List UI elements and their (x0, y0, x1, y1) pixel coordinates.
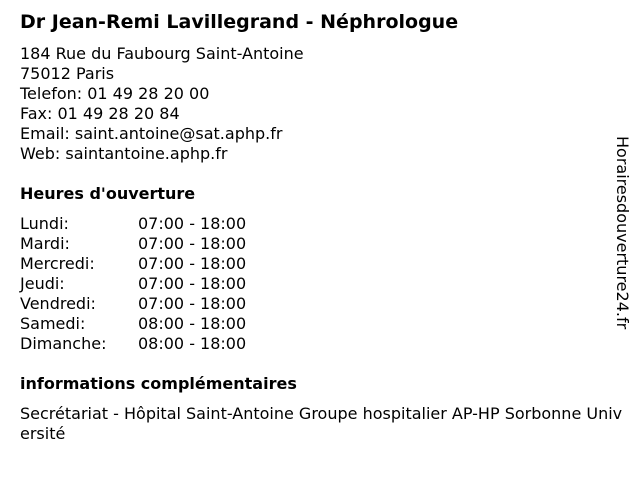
hours-time: 07:00 - 18:00 (138, 234, 247, 253)
email-address: Email: saint.antoine@sat.aphp.fr (20, 124, 283, 143)
city-address: 75012 Paris (20, 64, 115, 83)
hours-time: 07:00 - 18:00 (138, 254, 247, 273)
info-heading: informations complémentaires (20, 374, 297, 393)
hours-time: 07:00 - 18:00 (138, 214, 247, 233)
contact-block (20, 44, 304, 164)
hours-time: 07:00 - 18:00 (138, 294, 247, 313)
hours-row (20, 314, 246, 334)
hours-day: Jeudi: (20, 274, 65, 293)
hours-day: Lundi: (20, 214, 69, 233)
hours-row (20, 274, 246, 294)
hours-table (20, 214, 246, 354)
hours-time: 08:00 - 18:00 (138, 334, 247, 353)
hours-row (20, 234, 246, 254)
hours-day: Mardi: (20, 234, 70, 253)
phone-number: Telefon: 01 49 28 20 00 (20, 84, 210, 103)
hours-row (20, 254, 246, 274)
hours-day: Samedi: (20, 314, 86, 333)
hours-day: Dimanche: (20, 334, 107, 353)
hours-time: 07:00 - 18:00 (138, 274, 247, 293)
fax-number: Fax: 01 49 28 20 84 (20, 104, 180, 123)
hours-day: Vendredi: (20, 294, 96, 313)
street-address: 184 Rue du Faubourg Saint-Antoine (20, 44, 304, 63)
hours-row (20, 294, 246, 314)
hours-heading: Heures d'ouverture (20, 184, 196, 203)
watermark: Horairesdouverture24.fr (613, 136, 632, 330)
web-address: Web: saintantoine.aphp.fr (20, 144, 228, 163)
info-text: Secrétariat - Hôpital Saint-Antoine Groupe hospitalier AP-HP Sorbonne Université (20, 404, 623, 443)
hours-row (20, 334, 246, 354)
hours-day: Mercredi: (20, 254, 95, 273)
hours-row (20, 214, 246, 234)
page-title: Dr Jean-Remi Lavillegrand - Néphrologue (20, 11, 459, 33)
hours-time: 08:00 - 18:00 (138, 314, 247, 333)
